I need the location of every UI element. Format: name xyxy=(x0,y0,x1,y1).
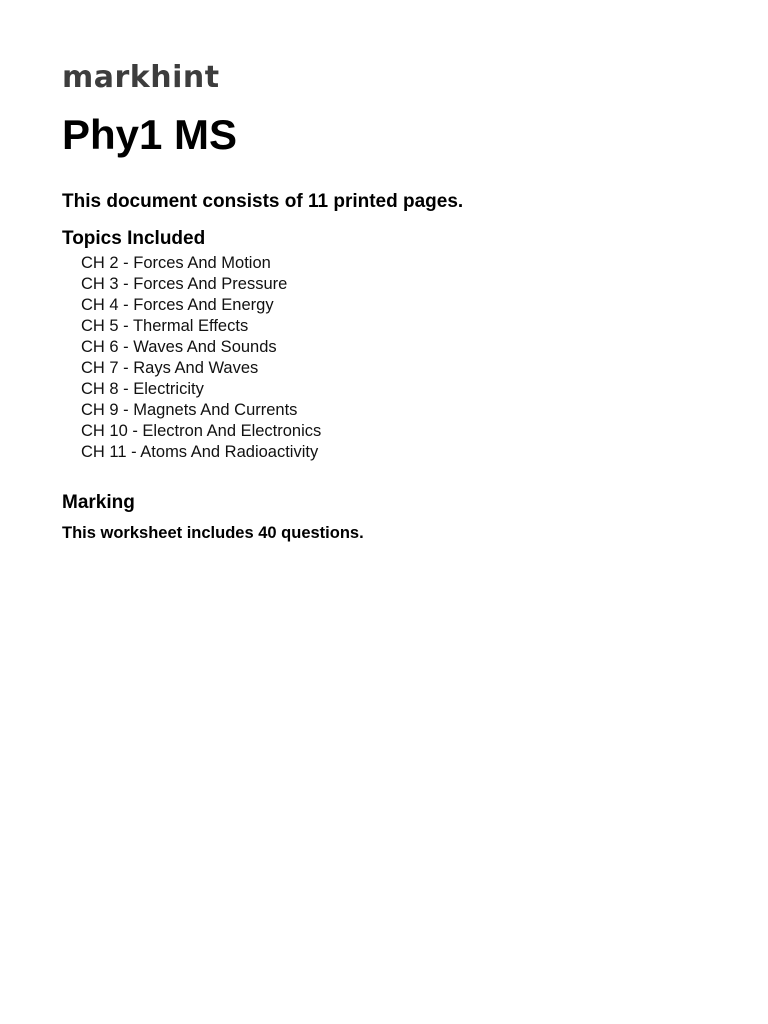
topic-item: CH 11 - Atoms And Radioactivity xyxy=(81,443,319,461)
topic-item: CH 10 - Electron And Electronics xyxy=(81,422,322,440)
brand-logo: markhint xyxy=(62,60,220,95)
topic-item: CH 3 - Forces And Pressure xyxy=(81,275,288,293)
document-title: Phy1 MS xyxy=(62,111,238,158)
topic-item: CH 7 - Rays And Waves xyxy=(81,359,259,377)
topic-item: CH 4 - Forces And Energy xyxy=(81,296,274,314)
topics-heading: Topics Included xyxy=(62,228,206,249)
topic-item: CH 2 - Forces And Motion xyxy=(81,254,271,272)
marking-heading: Marking xyxy=(62,492,135,513)
page-count-note: This document consists of 11 printed pages. xyxy=(62,191,464,212)
marking-note: This worksheet includes 40 questions. xyxy=(62,524,364,542)
topic-item: CH 5 - Thermal Effects xyxy=(81,317,249,335)
topic-item: CH 8 - Electricity xyxy=(81,380,204,398)
topics-list xyxy=(81,253,321,463)
topic-item: CH 9 - Magnets And Currents xyxy=(81,401,298,419)
topic-item: CH 6 - Waves And Sounds xyxy=(81,338,277,356)
